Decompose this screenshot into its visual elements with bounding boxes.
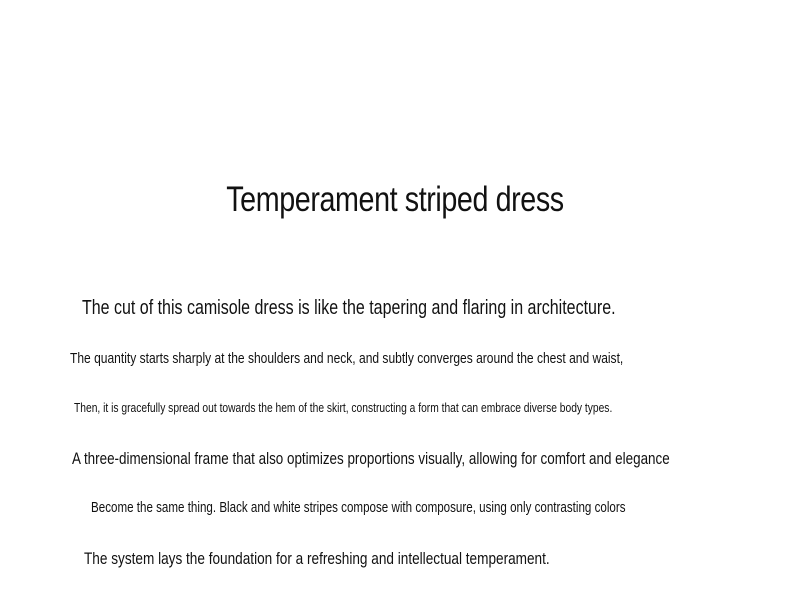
paragraph-line-5: Become the same thing. Black and white stripes compose with composure, using only contrasting colors	[91, 500, 626, 516]
paragraph-line-6: The system lays the foundation for a refreshing and intellectual temperament.	[84, 549, 550, 568]
paragraph-line-2: The quantity starts sharply at the shoulders and neck, and subtly converges around the chest and waist,	[70, 351, 624, 367]
page-title: Temperament striped dress	[226, 180, 564, 219]
paragraph-line-1: The cut of this camisole dress is like the tapering and flaring in architecture.	[82, 297, 616, 319]
paragraph-line-4: A three-dimensional frame that also optimizes proportions visually, allowing for comfort and elegance	[72, 449, 670, 468]
paragraph-line-3: Then, it is gracefully spread out towards the hem of the skirt, constructing a form that can embrace diverse body types.	[74, 400, 613, 415]
